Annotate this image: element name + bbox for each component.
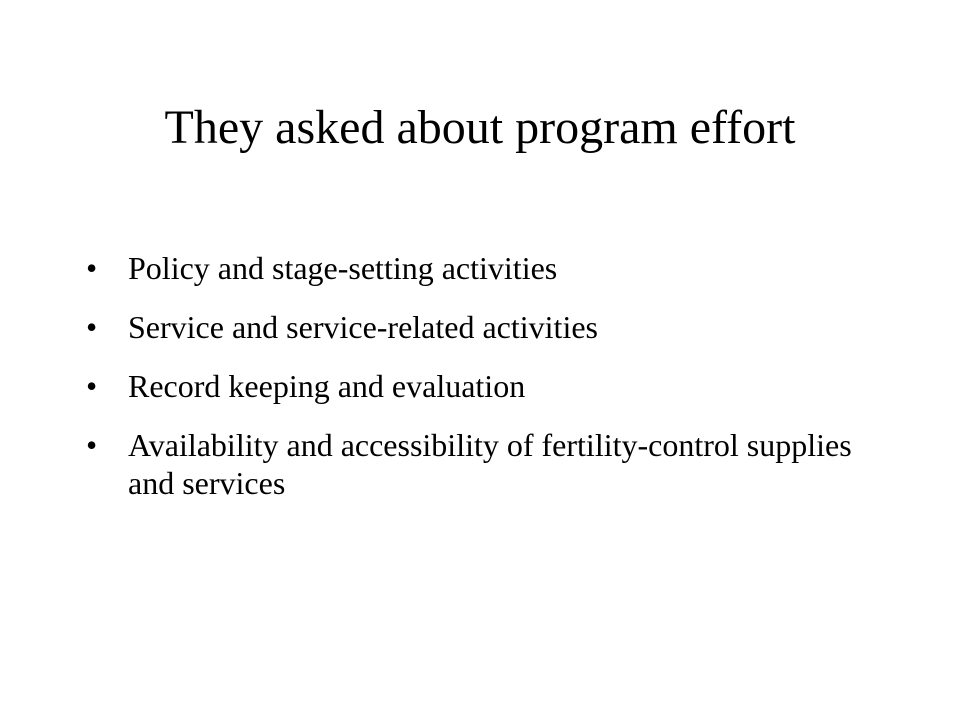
bullet-text: Policy and stage-setting activities xyxy=(128,250,558,286)
bullet-text: Record keeping and evaluation xyxy=(128,368,526,404)
bullet-icon: • xyxy=(86,427,98,463)
bullet-icon: • xyxy=(86,309,98,345)
bullet-icon: • xyxy=(86,368,98,404)
bullet-item xyxy=(86,308,866,346)
bullet-text: Service and service-related activities xyxy=(128,309,598,345)
bullet-list xyxy=(86,249,866,523)
slide-title: They asked about program effort xyxy=(164,101,796,154)
bullet-icon: • xyxy=(86,250,98,286)
bullet-item xyxy=(86,367,866,405)
bullet-item xyxy=(86,249,866,287)
bullet-item xyxy=(86,426,866,502)
bullet-text: Availability and accessibility of fertility-control supplies and services xyxy=(128,427,852,501)
